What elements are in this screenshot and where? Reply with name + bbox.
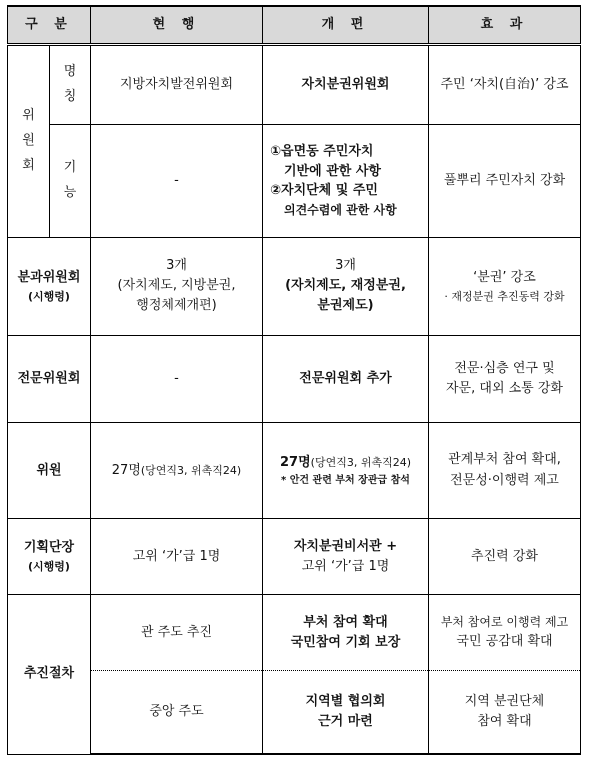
expert-label: 전문위원회: [8, 335, 91, 422]
committee-name-current: 지방자치발전위원회: [91, 44, 263, 124]
committee-name-label: 명 칭: [50, 44, 91, 124]
subcommittee-effect: ‘분권’ 강조 · 재정분권 추진동력 강화: [429, 237, 581, 335]
row-expert: [8, 335, 581, 422]
row-procedure-2: [8, 671, 581, 754]
procedure-2-revised: 지역별 협의회 근거 마련: [263, 671, 429, 754]
row-planning: [8, 519, 581, 595]
committee-function-label: 기 능: [50, 124, 91, 237]
procedure-1-current: 관 주도 추진: [91, 595, 263, 671]
procedure-2-current: 중앙 주도: [91, 671, 263, 754]
header-row: [8, 6, 581, 44]
row-committee-function: [8, 124, 581, 237]
procedure-label: 추진절차: [8, 595, 91, 754]
subcommittee-label: 분과위원회 (시행령): [8, 237, 91, 335]
subcommittee-revised: 3개 (자치제도, 재정분권, 분권제도): [263, 237, 429, 335]
header-revised: 개 편: [263, 6, 429, 44]
row-members: [8, 423, 581, 519]
header-category: 구 분: [8, 6, 91, 44]
subcommittee-current: 3개 (자치제도, 지방분권, 행정체제개편): [91, 237, 263, 335]
comparison-table: [7, 5, 581, 755]
expert-current: -: [91, 335, 263, 422]
committee-function-current: -: [91, 124, 263, 237]
row-procedure-1: [8, 595, 581, 671]
planning-current: 고위 ‘가’급 1명: [91, 519, 263, 595]
row-subcommittee: [8, 237, 581, 335]
planning-effect: 추진력 강화: [429, 519, 581, 595]
header-effect: 효 과: [429, 6, 581, 44]
committee-label: 위 원 회: [8, 44, 50, 237]
members-revised: 27명(당연직3, 위촉직24) * 안건 관련 부처 장관급 참석: [263, 423, 429, 519]
committee-name-revised: 자치분권위원회: [263, 44, 429, 124]
members-current: 27명(당연직3, 위촉직24): [91, 423, 263, 519]
expert-revised: 전문위원회 추가: [263, 335, 429, 422]
expert-effect: 전문·심층 연구 및 자문, 대외 소통 강화: [429, 335, 581, 422]
row-committee-name: [8, 44, 581, 124]
committee-function-revised: ①읍면동 주민자치 기반에 관한 사항 ②자치단체 및 주민 의견수렴에 관한 사항: [263, 124, 429, 237]
planning-label: 기획단장 (시행령): [8, 519, 91, 595]
procedure-2-effect: 지역 분권단체 참여 확대: [429, 671, 581, 754]
planning-revised: 자치분권비서관 + 고위 ‘가’급 1명: [263, 519, 429, 595]
members-label: 위원: [8, 423, 91, 519]
members-effect: 관계부처 참여 확대, 전문성·이행력 제고: [429, 423, 581, 519]
header-current: 현 행: [91, 6, 263, 44]
procedure-1-revised: 부처 참여 확대 국민참여 기회 보장: [263, 595, 429, 671]
committee-function-effect: 풀뿌리 주민자치 강화: [429, 124, 581, 237]
procedure-1-effect: 부처 참여로 이행력 제고 국민 공감대 확대: [429, 595, 581, 671]
committee-name-effect: 주민 ‘자치(自治)’ 강조: [429, 44, 581, 124]
